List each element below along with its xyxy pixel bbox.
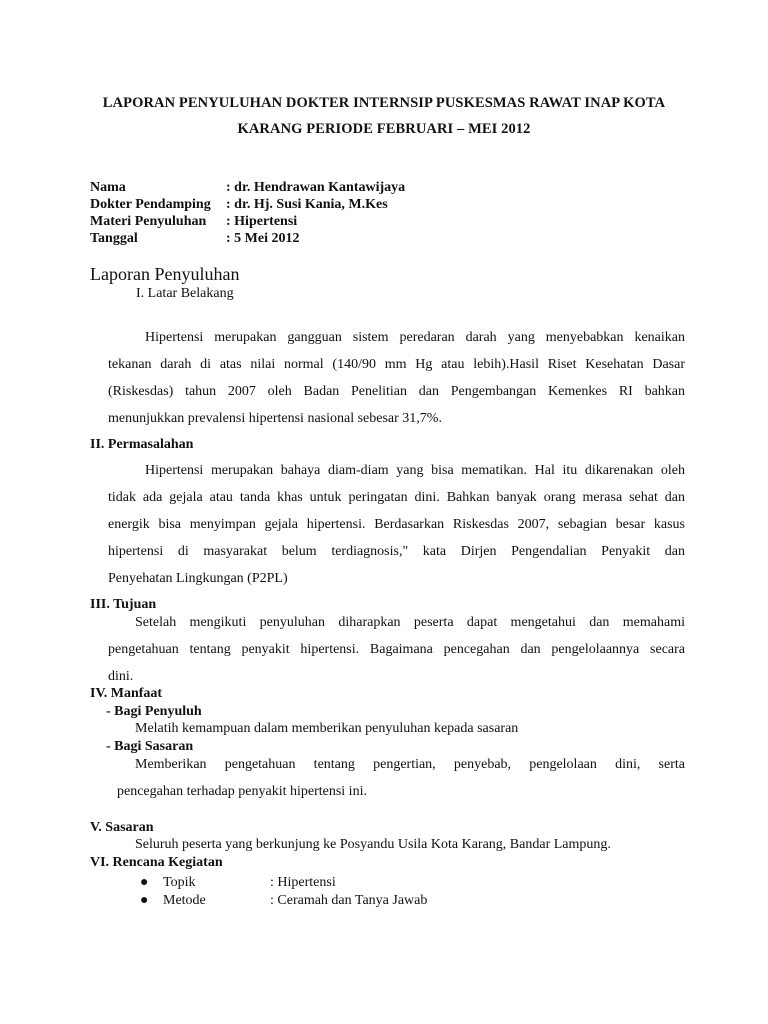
rencana-item-value-topik: : Hipertensi: [270, 875, 336, 890]
latar-line-3: (Riskesdas) tahun 2007 oleh Badan Penelitian dan Pengembangan Kemenkes RI bahkan: [108, 384, 685, 399]
document-title-line-2: KARANG PERIODE FEBRUARI – MEI 2012: [237, 121, 531, 137]
section-heading-latar-belakang: I. Latar Belakang: [136, 286, 234, 301]
manfaat-sub-heading-penyuluh: - Bagi Penyuluh: [106, 704, 202, 719]
section-heading-rencana-kegiatan: VI. Rencana Kegiatan: [90, 855, 223, 870]
meta-value-nama: : dr. Hendrawan Kantawijaya: [226, 180, 406, 195]
document-title-line-1: LAPORAN PENYULUHAN DOKTER INTERNSIP PUSKESMAS RAWAT INAP KOTA: [102, 95, 666, 111]
permasalahan-line-3: energik bisa menyimpan gejala hipertensi. Berdasarkan Riskesdas 2007, sebagian besar kasus: [108, 517, 685, 532]
meta-value-materi: : Hipertensi: [226, 214, 298, 229]
latar-line-2: tekanan darah di atas nilai normal (140/90 mm Hg atau lebih).Hasil Riset Kesehatan Dasar: [108, 357, 685, 372]
tujuan-line-2: pengetahuan tentang penyakit hipertensi. Bagaimana pencegahan dan pengelolaannya secara: [108, 642, 685, 657]
report-heading: Laporan Penyuluhan: [90, 264, 240, 284]
meta-value-tanggal: : 5 Mei 2012: [226, 231, 300, 246]
manfaat-sasaran-line-2: pencegahan terhadap penyakit hipertensi ini.: [117, 784, 367, 799]
latar-line-1: Hipertensi merupakan gangguan sistem peredaran darah yang menyebabkan kenaikan: [145, 330, 685, 345]
meta-label-materi: Materi Penyuluhan: [90, 214, 207, 229]
section-heading-manfaat: IV. Manfaat: [90, 686, 163, 701]
meta-value-dokter-pendamping: : dr. Hj. Susi Kania, M.Kes: [226, 197, 388, 212]
section-heading-tujuan: III. Tujuan: [90, 597, 157, 612]
bullet-icon: ●: [140, 893, 149, 908]
bullet-icon: ●: [140, 875, 149, 890]
tujuan-line-1: Setelah mengikuti penyuluhan diharapkan peserta dapat mengetahui dan memahami: [135, 615, 685, 630]
permasalahan-line-5: Penyehatan Lingkungan (P2PL): [108, 571, 288, 586]
permasalahan-line-2: tidak ada gejala atau tanda khas untuk peringatan dini. Bahkan banyak orang merasa sehat dan: [108, 490, 685, 505]
manfaat-sub-heading-sasaran: - Bagi Sasaran: [106, 739, 194, 754]
manfaat-sasaran-line-1: Memberikan pengetahuan tentang pengertian, penyebab, pengelolaan dini, serta: [135, 757, 685, 772]
latar-line-4: menunjukkan prevalensi hipertensi nasional sebesar 31,7%.: [108, 411, 442, 426]
section-heading-permasalahan: II. Permasalahan: [90, 437, 194, 452]
permasalahan-line-4: hipertensi di masyarakat belum terdiagnosis," kata Dirjen Pengendalian Penyakit dan: [108, 544, 685, 559]
section-heading-sasaran: V. Sasaran: [90, 820, 154, 835]
meta-label-nama: Nama: [90, 180, 126, 195]
rencana-item-label-topik: Topik: [163, 875, 196, 890]
sasaran-text: Seluruh peserta yang berkunjung ke Posyandu Usila Kota Karang, Bandar Lampung.: [135, 837, 611, 852]
tujuan-line-3: dini.: [108, 669, 134, 684]
permasalahan-line-1: Hipertensi merupakan bahaya diam-diam yang bisa mematikan. Hal itu dikarenakan oleh: [145, 463, 685, 478]
meta-label-dokter-pendamping: Dokter Pendamping: [90, 197, 211, 212]
meta-label-tanggal: Tanggal: [90, 231, 138, 246]
rencana-item-label-metode: Metode: [163, 893, 206, 908]
manfaat-penyuluh-text: Melatih kemampuan dalam memberikan penyuluhan kepada sasaran: [135, 721, 519, 736]
rencana-item-value-metode: : Ceramah dan Tanya Jawab: [270, 893, 428, 908]
